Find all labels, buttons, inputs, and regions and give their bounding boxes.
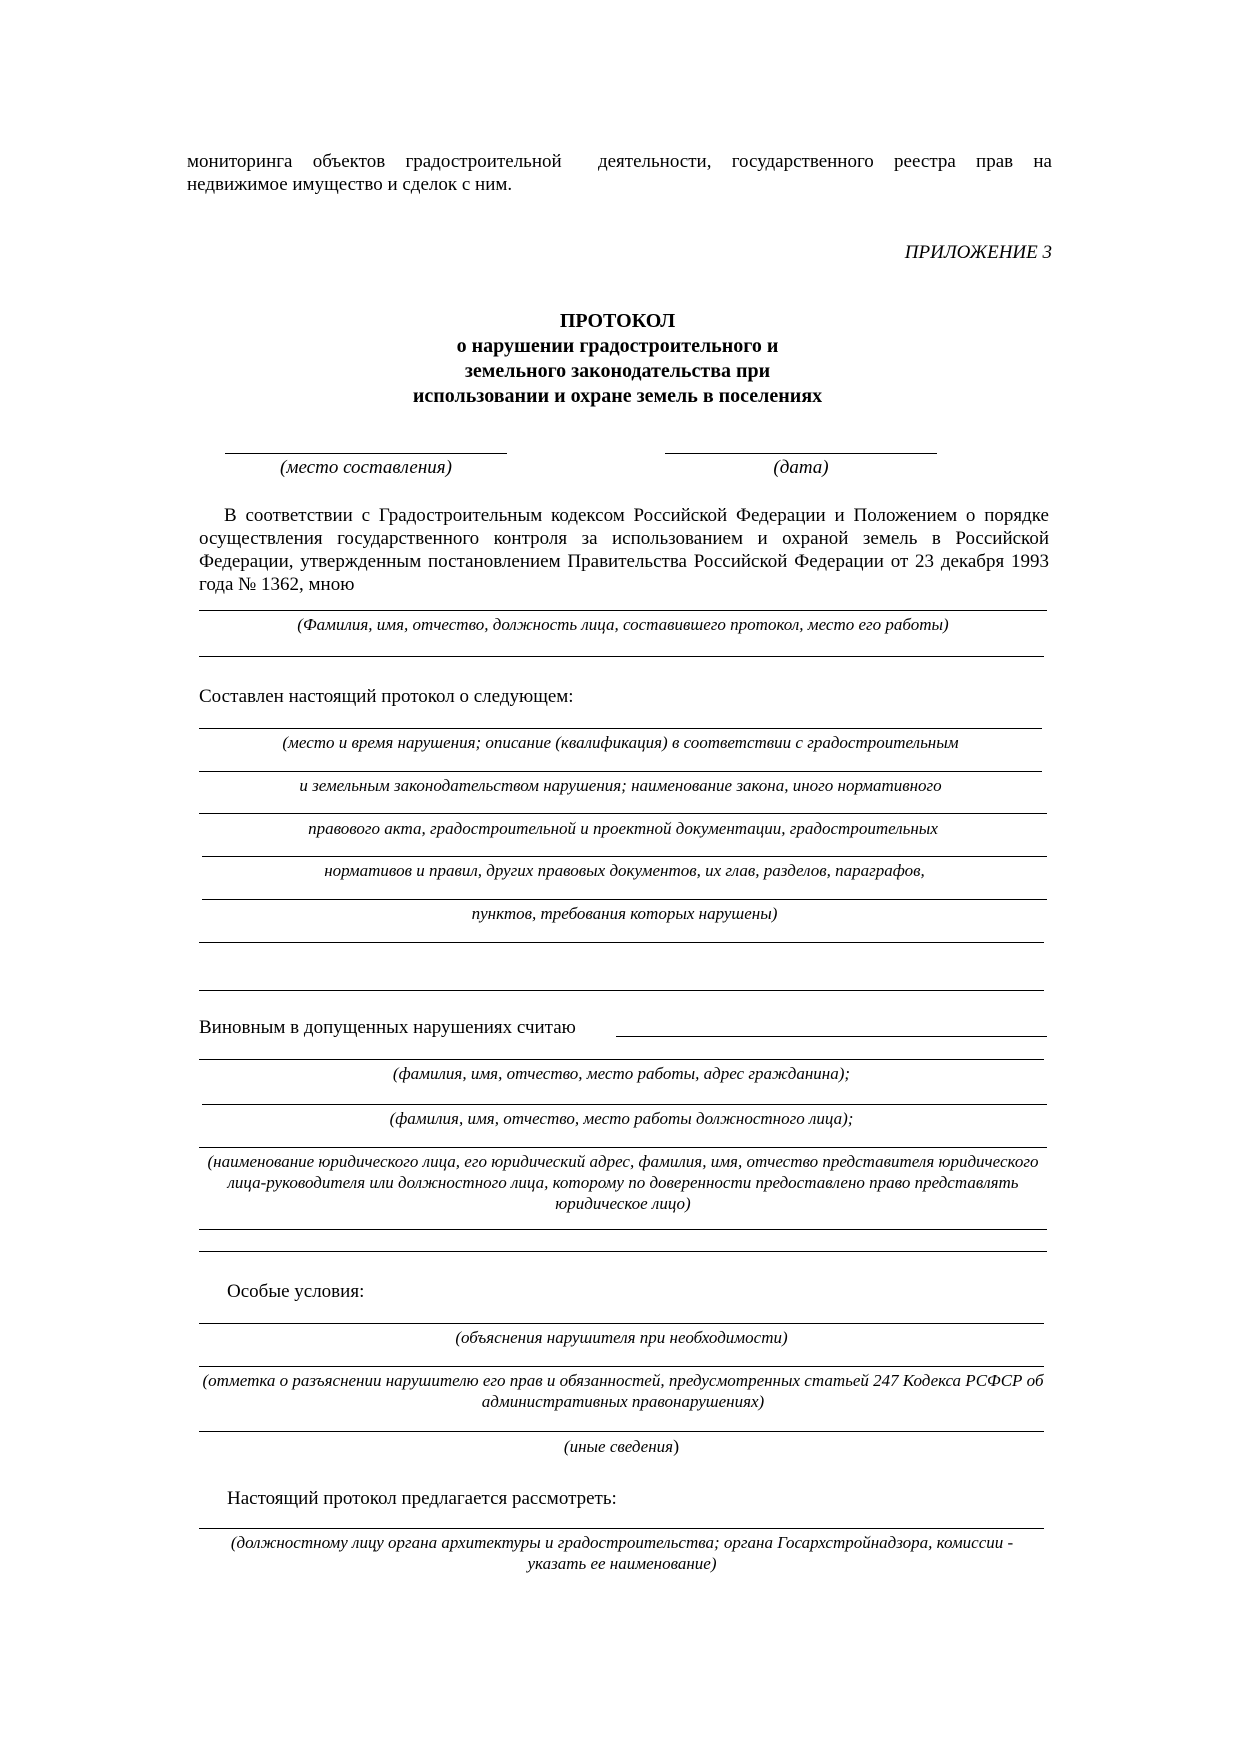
special-label: Особые условия: xyxy=(227,1281,365,1302)
official-line[interactable] xyxy=(202,1104,1047,1105)
guilty-label: Виновным в допущенных нарушениях считаю xyxy=(199,1017,576,1038)
review-caption: (должностному лицу органа архитектуры и градостроительства; органа Госархстройнадзора, комиссии - указать ее наименование) xyxy=(230,1533,1014,1573)
title-line-3: земельного законодательства при xyxy=(464,360,771,382)
violation-caption-1: (место и время нарушения; описание (квалификация) в соответствии с градостроительным xyxy=(282,733,959,752)
extra-line-1[interactable] xyxy=(199,1229,1047,1230)
date-caption: (дата) xyxy=(773,457,829,478)
intro-line-2: недвижимое имущество и сделок с ним. xyxy=(187,174,513,195)
other-caption: (иные сведения) xyxy=(563,1436,680,1456)
violation-line-3[interactable] xyxy=(199,813,1047,814)
violation-caption-3: правового акта, градостроительной и проектной документации, градостроительных xyxy=(308,819,938,838)
intro-line-1: мониторинга объектов градостроительной деятельности, государственного реестра прав на xyxy=(187,151,1052,172)
review-line[interactable] xyxy=(199,1528,1044,1529)
review-label: Настоящий протокол предлагается рассмотреть: xyxy=(227,1488,617,1509)
violation-line-7[interactable] xyxy=(199,990,1044,991)
violation-line-6[interactable] xyxy=(199,942,1044,943)
rights-line[interactable] xyxy=(199,1366,1044,1367)
title-line-2: о нарушении градостроительного и xyxy=(456,335,779,357)
violation-caption-5: пунктов, требования которых нарушены) xyxy=(471,904,778,923)
guilty-line[interactable] xyxy=(616,1036,1047,1037)
violation-caption-2: и земельным законодательством нарушения; наименование закона, иного нормативного xyxy=(299,776,942,795)
legal-entity-caption: (наименование юридического лица, его юридический адрес, фамилия, имя, отчество представителя юридического лица-руководителя или должностного лица, которому по доверенности предоставлено право представлять юридическое лицо) xyxy=(207,1152,1039,1213)
appendix-label: ПРИЛОЖЕНИЕ 3 xyxy=(904,242,1052,263)
title-line-4: использовании и охране земель в поселениях xyxy=(412,385,823,407)
official-caption: (фамилия, имя, отчество, место работы должностного лица); xyxy=(389,1109,854,1128)
rights-caption: (отметка о разъяснении нарушителю его прав и обязанностей, предусмотренных статьей 247 Кодекса РСФСР об административных правонарушениях) xyxy=(202,1371,1044,1411)
extra-line-2[interactable] xyxy=(199,1251,1047,1252)
explanations-line[interactable] xyxy=(199,1323,1044,1324)
place-line[interactable] xyxy=(225,453,507,454)
author-caption: (Фамилия, имя, отчество, должность лица, составившего протокол, место его работы) xyxy=(297,615,949,634)
date-line[interactable] xyxy=(665,453,937,454)
violation-line-2[interactable] xyxy=(199,771,1042,772)
author-line[interactable] xyxy=(199,610,1047,611)
citizen-caption: (фамилия, имя, отчество, место работы, адрес гражданина); xyxy=(392,1064,851,1083)
violation-caption-4: нормативов и правил, других правовых документов, их глав, разделов, параграфов, xyxy=(324,861,925,880)
violation-line-5[interactable] xyxy=(202,899,1047,900)
other-line[interactable] xyxy=(199,1431,1044,1432)
violation-line-4[interactable] xyxy=(202,856,1047,857)
place-caption: (место составления) xyxy=(280,457,452,478)
explanations-caption: (объяснения нарушителя при необходимости) xyxy=(455,1328,788,1347)
legal-entity-line[interactable] xyxy=(199,1147,1047,1148)
violation-line-1[interactable] xyxy=(199,728,1042,729)
citizen-line[interactable] xyxy=(199,1059,1044,1060)
preamble: В соответствии с Градостроительным кодексом Российской Федерации и Положением о порядке осуществления государственного контроля за использованием и охраной земель в Российской Федерации, утвержденным постановлением Правительства Российской Федерации от 23 декабря 1993 года № 1362, мною xyxy=(199,505,1049,595)
document-title xyxy=(340,309,895,409)
author-line-2[interactable] xyxy=(199,656,1044,657)
title-line-1: ПРОТОКОЛ xyxy=(559,310,676,332)
compiled-label: Составлен настоящий протокол о следующем: xyxy=(199,686,574,707)
